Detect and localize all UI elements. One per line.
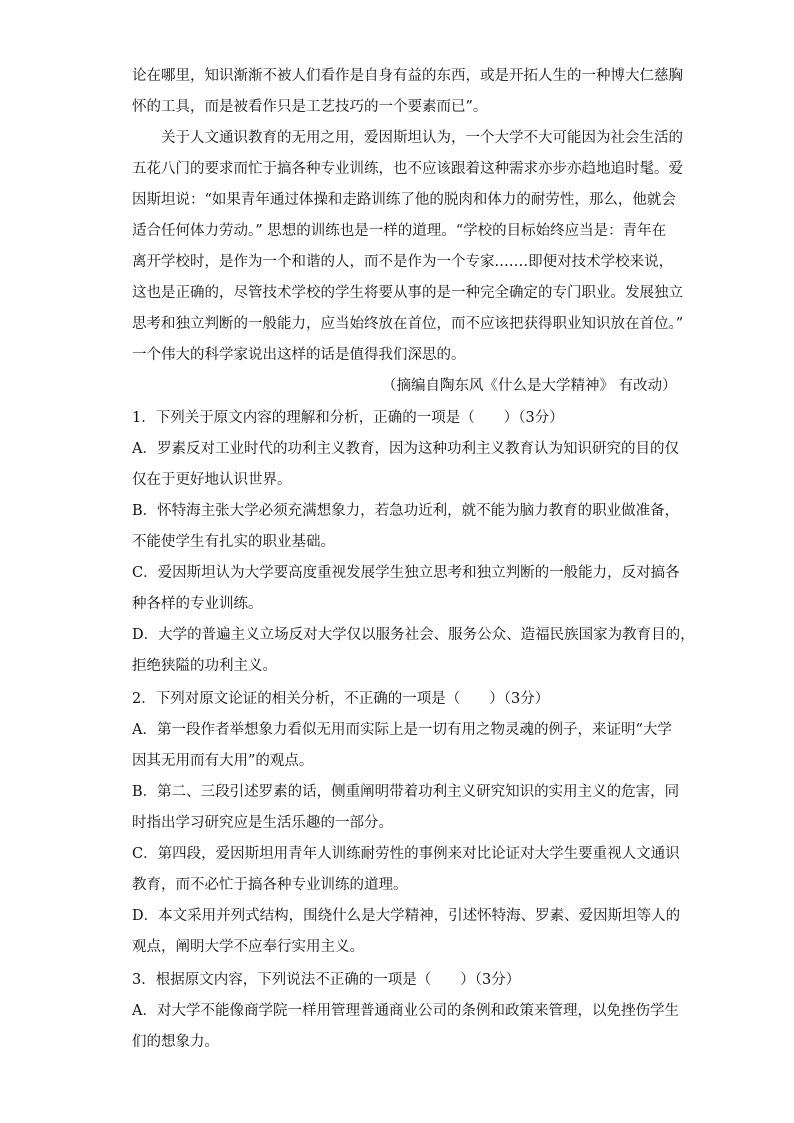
passage-line: 因斯坦说：“如果青年通过体操和走路训练了他的脱肉和体力的耐劳性，那么，他就会 — [132, 192, 676, 208]
q1-option-a-cont: 仅在于更好地认识世界。 — [132, 472, 292, 488]
passage-line: 离开学校时，是作为一个和谐的人，而不是作为一个专家.……即便对技术学校来说， — [132, 254, 674, 270]
passage-line: 这也是正确的，尽管技术学校的学生将要从事的是一种完全确定的专门职业。发展独立 — [132, 285, 683, 301]
passage-line: 一个伟大的科学家说出这样的话是值得我们深思的。 — [132, 347, 466, 363]
q1-option-a: A．罗素反对工业时代的功利主义教育，因为这种功利主义教育认为知识研究的目的仅 — [132, 441, 679, 457]
q1-option-b-cont: 不能使学生有扎实的职业基础。 — [132, 534, 335, 550]
q3-option-a: A．对大学不能像商学院一样用管理普通商业公司的条例和政策来管理，以免挫伤学生 — [132, 1003, 679, 1019]
passage-line: 怀的工具，而是被看作只是工艺技巧的一个要素而已”。 — [132, 99, 488, 115]
passage-line: 适合任何体力劳动。” 思想的训练也是一样的道理。“学校的目标始终应当是：青年在 — [132, 223, 667, 239]
q2-option-d-cont: 观点，阐明大学不应奉行实用主义。 — [132, 939, 364, 955]
question-2-stem: 2．下列对原文论证的相关分析，不正确的一项是（ ）（3分） — [132, 691, 550, 707]
q2-option-c-cont: 教育，而不必忙于搞各种专业训练的道理。 — [132, 877, 408, 893]
q2-option-b: B．第二、三段引述罗素的话，侧重阐明带着功利主义研究知识的实用主义的危害，同 — [132, 784, 680, 800]
q3-option-a-cont: 们的想象力。 — [132, 1034, 219, 1050]
q2-option-a: A．第一段作者举想象力看似无用而实际上是一切有用之物灵魂的例子，来证明“大学 — [132, 722, 672, 738]
q2-option-d: D．本文采用并列式结构，围绕什么是大学精神，引述怀特海、罗素、爱因斯坦等人的 — [132, 908, 681, 924]
q1-option-d: D．大学的普遍主义立场反对大学仅以服务社会、服务公众、造福民族国家为教育目的， — [132, 627, 695, 643]
q2-option-c: C．第四段，爱因斯坦用青年人训练耐劳性的事例来对比论证对大学生要重视人文通识 — [132, 846, 680, 862]
q1-option-b: B．怀特海主张大学必须充满想象力，若急功近利，就不能为脑力教育的职业做准备， — [132, 503, 680, 519]
passage-line: 思考和独立判断的一般能力，应当始终放在首位，而不应该把获得职业知识放在首位。” — [132, 316, 684, 332]
passage-line: 论在哪里，知识渐渐不被人们看作是自身有益的东西，或是开拓人生的一种博大仁慈胸 — [132, 68, 683, 84]
q1-option-d-cont: 拒绝狭隘的功利主义。 — [132, 658, 277, 674]
q1-option-c: C．爱因斯坦认为大学要高度重视发展学生独立思考和独立判断的一般能力，反对搞各 — [132, 565, 680, 581]
passage-line: 关于人文通识教育的无用之用，爱因斯坦认为，一个大学不大可能因为社会生活的 — [161, 130, 683, 146]
q2-option-a-cont: 因其无用而有大用”的观点。 — [132, 753, 314, 769]
question-3-stem: 3．根据原文内容，下列说法不正确的一项是（ ）（3分） — [132, 972, 521, 988]
question-1-stem: 1．下列关于原文内容的理解和分析，正确的一项是（ ）（3分） — [132, 410, 564, 426]
q1-option-c-cont: 种各样的专业训练。 — [132, 596, 263, 612]
q2-option-b-cont: 时指出学习研究应是生活乐趣的一部分。 — [132, 815, 393, 831]
passage-line: 五花八门的要求而忙于搞各种专业训练，也不应该跟着这种需求亦步亦趋地追时髦。爱 — [132, 161, 683, 177]
passage-source: （摘编自陶东风《什么是大学精神》 有改动） — [382, 378, 677, 394]
